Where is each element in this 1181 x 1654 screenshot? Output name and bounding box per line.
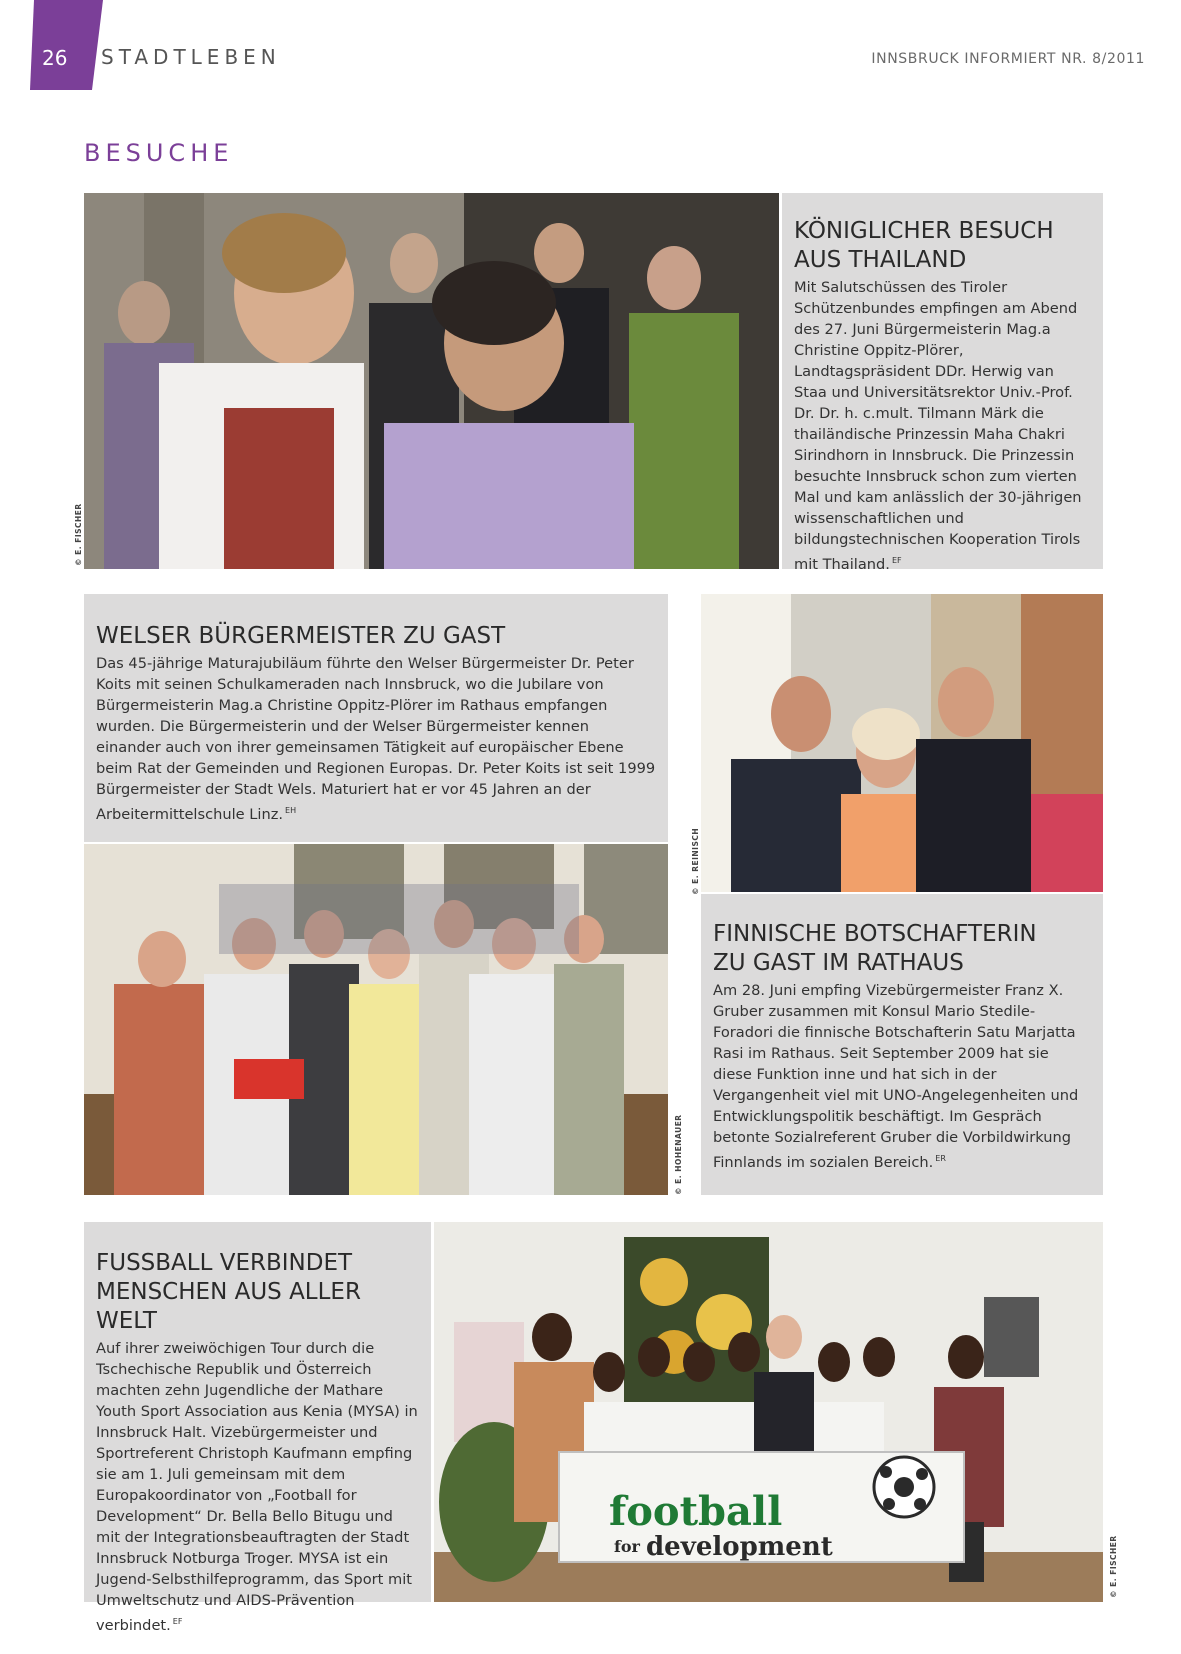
article-body: Das 45-jährige Maturajubiläum führte den Welser Bürgermeister Dr. Peter Koits mit seinen Schulkameraden nach Innsbruck, wo die Jubilare von Bürgermeisterin Mag.a Christine Oppitz-Plörer im Rathaus empfangen wurden. Die Bürgermeisterin und der Welser Bürgermeister kennen einander auch von ihrer gemeinsamen Tätigkeit auf europäischer Ebene beim Rat der Gemeinden und Regionen Europas. Dr. Peter Koits ist seit 1999 Bürgermeister der Stadt Wels. Maturiert hat er vor 45 Jahren an der Arbeitermittelschule Linz. $^{EH}$ bbox=[96, 655, 656, 823]
photo-football-group bbox=[434, 1222, 1103, 1602]
photo-credit: © E. REINISCH bbox=[691, 827, 700, 895]
banner-word-development: development bbox=[646, 1532, 833, 1562]
article-title: FUSSBALL VERBINDET MENSCHEN AUS ALLER WELT bbox=[96, 1250, 361, 1334]
article-body: Mit Salutschüssen des Tiroler Schützenbundes empfingen am Abend des 27. Juni Bürgermeisterin Mag.a Christine Oppitz-Plörer, Landtagspräsident DDr. Herwig van Staa und Universitätsrektor Univ.-Prof. Dr. Dr. h. c.mult. Tilmann Märk die thailändische Prinzessin Maha Chakri Sirindhorn in Innsbruck. Die Prinzessin besuchte Innsbruck schon zum vierten Mal und kam anlässlich der 30-jährigen wissenschaftlichen und bildungstechnischen Kooperation Tirols mit Thailand. $^{EF}$ bbox=[794, 279, 1082, 573]
article-football bbox=[84, 1222, 431, 1634]
article-title: WELSER BÜRGERMEISTER ZU GAST bbox=[96, 623, 506, 649]
rubric-title: BESUCHE bbox=[84, 139, 234, 167]
photo-wels-group bbox=[84, 844, 668, 1195]
author-signature: EF bbox=[172, 1617, 183, 1626]
section-title: STADTLEBEN bbox=[101, 45, 281, 69]
article-title: FINNISCHE BOTSCHAFTERIN ZU GAST IM RATHAUS bbox=[713, 921, 1037, 976]
photo-credit: © E. FISCHER bbox=[1109, 1535, 1118, 1598]
photo-credit: © E. FISCHER bbox=[74, 503, 83, 566]
photo-finnish-ambassador bbox=[701, 594, 1103, 892]
photo-credit: © E. HOHENAUER bbox=[674, 1114, 683, 1195]
page-number: 26 bbox=[42, 46, 68, 70]
article-body: Am 28. Juni empfing Vizebürgermeister Franz X. Gruber zusammen mit Konsul Mario Stedile-Foradori die finnische Botschafterin Satu Marjatta Rasi im Rathaus. Seit September 2009 hat sie diese Funktion inne und hat sich in der Vergangenheit viel mit UNO-Angelegenheiten und Entwicklungspolitik beschäftigt. Im Gespräch betonte Sozialreferent Gruber die Vorbildwirkung Finnlands im sozialen Bereich. $^{ER}$ bbox=[713, 982, 1079, 1171]
banner-word-football: football bbox=[609, 1488, 783, 1535]
banner-word-for: for bbox=[614, 1537, 640, 1556]
article-body: Auf ihrer zweiwöchigen Tour durch die Tschechische Republik und Österreich machten zehn Jugendliche der Mathare Youth Sport Association aus Kenia (MYSA) in Innsbruck Halt. Vizebürgermeister und Sportreferent Christoph Kaufmann empfing sie am 1. Juli gemeinsam mit dem Europakoordinator von „Football for Development“ Dr. Bella Bello Bitugu und mit der Integrationsbeauftragten der Stadt Innsbruck Notburga Troger. MYSA ist ein Jugend-Selbsthilfeprogramm, das Sport mit Umweltschutz und AIDS-Prävention verbindet. $^{EF}$ bbox=[96, 1340, 418, 1634]
article-thailand bbox=[782, 193, 1103, 573]
page-number-tab bbox=[0, 0, 103, 90]
author-signature: EF bbox=[891, 556, 902, 565]
photo-thailand-visit bbox=[84, 193, 779, 569]
article-wels bbox=[84, 594, 668, 842]
issue-label: INNSBRUCK INFORMIERT NR. 8/2011 bbox=[871, 51, 1145, 67]
article-finnish-ambassador bbox=[701, 894, 1103, 1195]
author-signature: EH bbox=[285, 806, 297, 815]
article-title: KÖNIGLICHER BESUCH AUS THAILAND bbox=[794, 218, 1054, 273]
author-signature: ER bbox=[935, 1154, 946, 1163]
